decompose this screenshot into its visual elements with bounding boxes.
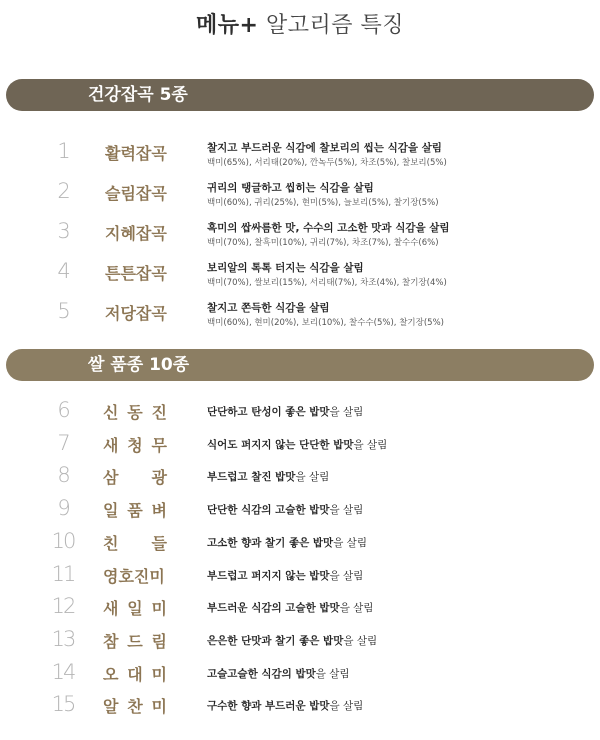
item-number: 4	[57, 259, 69, 283]
variety-char: 대	[127, 664, 143, 684]
description-suffix: 을 살림	[339, 602, 374, 615]
description-suffix: 을 살림	[329, 569, 364, 582]
variety-char: 신	[103, 403, 119, 422]
description-suffix: 을 살림	[329, 700, 364, 713]
item-description	[207, 469, 329, 484]
variety-char: 찬	[127, 697, 143, 717]
item-number: 3	[57, 219, 69, 243]
description-suffix: 을 살림	[333, 536, 367, 549]
variety-char: 참	[103, 631, 119, 651]
variety-char: 동	[127, 403, 143, 422]
title-brand: 메뉴+	[196, 13, 259, 38]
variety-name	[103, 465, 167, 488]
description-suffix: 을 살림	[329, 406, 364, 418]
description-highlight: 부드럽고 퍼지지 않는 밥맛	[207, 569, 330, 582]
item-number: 7	[57, 430, 69, 455]
description-suffix: 을 살림	[329, 504, 364, 517]
description-highlight: 고소한 향과 찰기 좋은 밥맛	[207, 536, 334, 549]
item-description	[207, 502, 363, 517]
item-number: 8	[57, 463, 69, 488]
item-name: 저당잡곡	[105, 304, 167, 323]
variety-char: 미	[151, 599, 167, 619]
description-highlight: 단단하고 탄성이 좋은 밥맛	[207, 406, 330, 418]
item-number: 10	[51, 528, 75, 553]
item-name: 지혜잡곡	[105, 224, 167, 243]
item-description	[207, 568, 363, 583]
item-description	[207, 600, 373, 615]
item-name: 슬림잡곡	[105, 184, 167, 203]
description-suffix: 을 살림	[295, 471, 330, 484]
description-highlight: 구수한 향과 부드러운 밥맛	[207, 700, 330, 713]
variety-char: 일	[103, 501, 119, 521]
page-title	[0, 8, 600, 39]
variety-name	[103, 596, 167, 619]
variety-char: 영호진미	[103, 566, 165, 586]
variety-char: 삼	[103, 468, 119, 488]
description-highlight: 고슬고슬한 식감의 밥맛	[207, 667, 316, 680]
item-number: 9	[57, 496, 69, 521]
item-description: 찰지고 부드러운 식감에 찰보리의 씹는 식감을 살림	[207, 142, 442, 154]
variety-name	[103, 564, 167, 587]
variety-char: 벼	[151, 501, 167, 521]
item-composition: 백미(65%), 서리태(20%), 깐녹두(5%), 차조(5%), 찰보리(5%)	[207, 158, 447, 168]
description-highlight: 부드러운 식감의 고슬한 밥맛	[207, 602, 340, 615]
title-text: 알고리즘 특징	[258, 13, 404, 38]
item-description	[207, 698, 363, 713]
variety-name	[103, 498, 167, 521]
variety-char: 드	[127, 631, 143, 651]
variety-char: 무	[151, 435, 167, 455]
description-highlight: 식어도 퍼지지 않는 단단한 밥맛	[207, 438, 354, 451]
variety-char: 일	[127, 599, 143, 619]
section-label: 건강잡곡 5종	[88, 85, 188, 105]
variety-char: 품	[127, 501, 143, 521]
variety-name	[103, 433, 167, 456]
variety-char: 림	[151, 631, 167, 651]
item-number: 2	[57, 179, 69, 203]
description-highlight: 단단한 식감의 고슬한 밥맛	[207, 504, 330, 517]
item-description	[207, 437, 387, 452]
section-header-grains	[6, 79, 594, 111]
variety-char: 새	[103, 599, 119, 619]
item-description: 보리알의 톡톡 터지는 식감을 살림	[207, 262, 364, 274]
variety-name	[103, 629, 167, 652]
item-composition: 백미(60%), 현미(20%), 보리(10%), 찰수수(5%), 찰기장(5%)	[207, 318, 444, 328]
item-description	[207, 535, 367, 550]
variety-char: 오	[103, 664, 119, 684]
item-description	[207, 404, 363, 419]
variety-char: 새	[103, 435, 119, 455]
item-composition: 백미(70%), 쌀보리(15%), 서리태(7%), 차조(4%), 찰기장(4%)	[207, 278, 447, 288]
item-number: 13	[51, 626, 75, 651]
variety-name	[103, 531, 167, 554]
variety-char: 미	[151, 697, 167, 717]
variety-char: 광	[151, 468, 167, 488]
variety-name	[103, 694, 167, 717]
item-number: 1	[57, 139, 69, 163]
description-suffix: 을 살림	[343, 634, 378, 647]
section-header-rice	[6, 349, 594, 381]
item-number: 6	[57, 398, 69, 422]
item-number: 12	[51, 594, 75, 619]
variety-char: 들	[151, 533, 167, 553]
item-number: 5	[57, 299, 69, 323]
item-name: 튼튼잡곡	[105, 264, 167, 283]
item-description: 귀리의 탱글하고 씹히는 식감을 살림	[207, 182, 374, 194]
variety-name	[103, 662, 167, 685]
variety-char: 청	[127, 435, 143, 455]
item-name: 활력잡곡	[105, 144, 167, 163]
variety-name	[103, 400, 167, 423]
description-highlight: 은은한 단맛과 찰기 좋은 밥맛	[207, 634, 344, 647]
item-description	[207, 633, 377, 648]
item-composition: 백미(70%), 찰흑미(10%), 귀리(7%), 차조(7%), 찰수수(6%)	[207, 238, 439, 248]
section-label: 쌀 품종 10종	[88, 355, 190, 375]
variety-char: 알	[103, 697, 119, 717]
variety-char: 미	[151, 664, 167, 684]
description-suffix: 을 살림	[315, 667, 350, 680]
item-number: 11	[51, 561, 75, 586]
item-number: 15	[51, 692, 75, 717]
item-number: 14	[51, 659, 75, 684]
description-highlight: 부드럽고 찰진 밥맛	[207, 471, 296, 484]
item-composition: 백미(60%), 귀리(25%), 현미(5%), 늘보리(5%), 찰기장(5%)	[207, 198, 439, 208]
variety-char: 친	[103, 533, 119, 553]
description-suffix: 을 살림	[353, 438, 388, 451]
variety-char: 진	[151, 403, 167, 422]
item-description	[207, 666, 350, 681]
item-description: 찰지고 쫀득한 식감을 살림	[207, 302, 330, 314]
item-description: 흑미의 쌉싸름한 맛, 수수의 고소한 맛과 식감을 살림	[207, 222, 450, 234]
